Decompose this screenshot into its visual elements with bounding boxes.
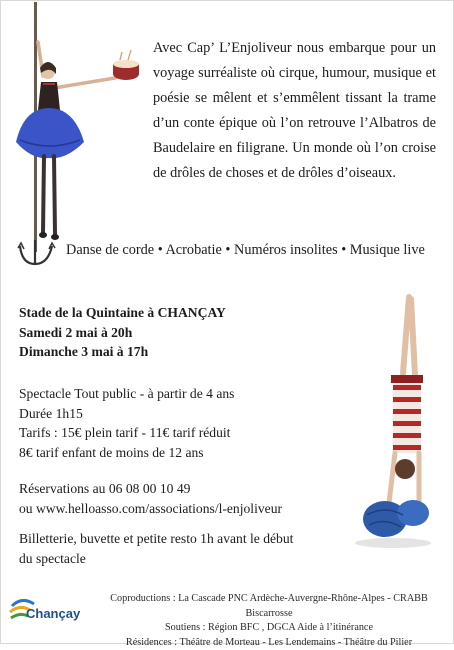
child-price-line: 8€ tarif enfant de moins de 12 ans [19,443,234,463]
show-info-block [19,384,234,462]
dancer-on-pole-illustration [10,2,160,272]
extra-line-1: Billetterie, buvette et petite resto 1h avant le début [19,529,309,549]
intro-paragraph: Avec Cap’ L’Enjoliveur nous embarque pour un voyage surréaliste où cirque, humour, musique et poésie se mêlent et s’emmêlent tissant la trame d’un conte épique où l’on retrouve l’Albatros de Baudelaire en filigrane. Un monde où l’on croise de drôles de choses et de drôles d’oiseaux. [153,36,436,186]
extra-info-block [19,529,309,568]
supports-line: Soutiens : Région BFC , DGCA Aide à l’itinérance [94,621,444,636]
duration-line: Durée 1h15 [19,404,234,424]
prices-line: Tarifs : 15€ plein tarif - 11€ tarif réduit [19,423,234,443]
date-sunday: Dimanche 3 mai à 17h [19,342,226,362]
disciplines-line: Danse de corde • Acrobatie • Numéros insolites • Musique live [66,242,438,259]
date-saturday: Samedi 2 mai à 20h [19,323,226,343]
audience-line: Spectacle Tout public - à partir de 4 ans [19,384,234,404]
residences-line: Résidences : Théâtre de Morteau - Les Lendemains - Théâtre du Pilier [94,636,444,650]
venue-name: Stade de la Quintaine à CHANÇAY [19,303,226,323]
handstand-acrobat-illustration [353,293,445,555]
reservation-link[interactable]: ou www.helloasso.com/associations/l-enjoliveur [19,499,282,519]
commune-logo-name: Chançay [26,606,80,621]
reservation-phone: Réservations au 06 08 00 10 49 [19,479,282,499]
reservation-block [19,479,282,518]
credits-block [94,592,444,650]
venue-block [19,303,226,362]
coproductions-line: Coproductions : La Cascade PNC Ardèche-Auvergne-Rhône-Alpes - CRABB Biscarrosse [94,592,444,621]
extra-line-2: du spectacle [19,549,309,569]
